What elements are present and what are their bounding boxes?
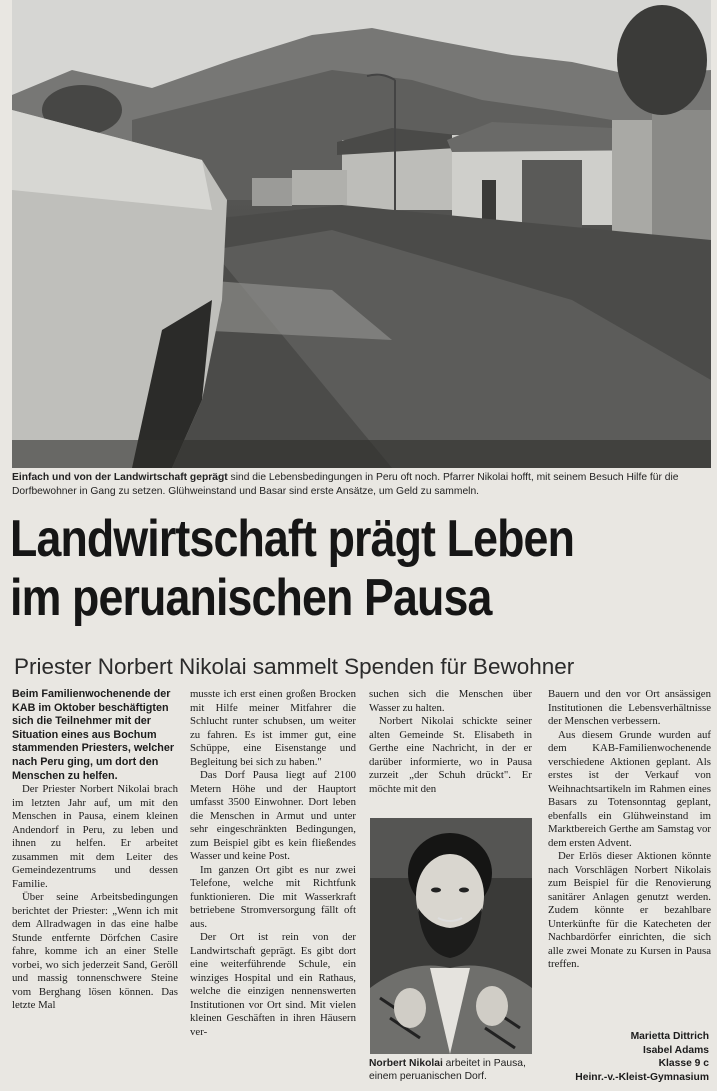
paragraph: Im ganzen Ort gibt es nur zwei Telefone, welche mit Richtfunk funktionieren. Die mit Wasserkraft betriebene Stromversorgung fällt oft aus. xyxy=(190,863,356,930)
headline xyxy=(10,510,715,628)
headline-line-1: Landwirtschaft prägt Leben xyxy=(10,510,575,568)
photo-caption xyxy=(12,471,712,499)
subheadline: Priester Norbert Nikolai sammelt Spenden für Bewohner xyxy=(14,654,575,679)
paragraph: suchen sich die Menschen über Wasser zu halten. xyxy=(369,688,532,714)
portrait-caption-bold: Norbert Nikolai xyxy=(369,1058,443,1069)
paragraph: Norbert Nikolai schickte seiner alten Gemeinde St. Elisabeth in Gerthe eine Nachricht, in der er darüber informierte, wo in Pausa zurzeit „der Schuh drückt". Er möchte mit den xyxy=(369,715,532,795)
portrait-caption-text: arbeitet in Pausa, einem peruanischen Dorf. xyxy=(369,1058,526,1082)
portrait-caption xyxy=(369,1057,539,1083)
article-column-4 xyxy=(548,688,711,972)
article-lead: Beim Familienwochenende der KAB im Oktober beschäftigten sich die Teilnehmer mit der Situation eines aus Bochum stammenden Priesters, welcher nach Peru ging, um dort den Menschen zu helfen. xyxy=(12,688,175,782)
photo-caption-text: sind die Lebensbedingungen in Peru oft noch. Pfarrer Nikolai hofft, mit seinem Besuch Hilfe für die Dorfbewohner in Gang zu setzen. Glühweinstand und Basar sind erste Ansätze, um Geld zu sammeln. xyxy=(12,472,679,497)
paragraph: musste ich erst einen großen Brocken mit Hilfe meiner Mitfahrer die Schlucht runter schubsen, um weiter zu fahren. Es ist immer gut, eine Schüppe, eine Eisenstange und Begleitung bei sich zu haben." xyxy=(190,688,356,768)
paragraph: Der Ort ist rein von der Landwirtschaft geprägt. Es gibt dort eine weiterführende Schule, ein winziges Hospital und ein Rathaus, welche die einzigen nennenswerten Institutionen vor Ort sind. Mit vielen kleinen Geschäften in ihren Häusern ver- xyxy=(190,931,356,1038)
portrait-photo xyxy=(370,818,532,1054)
street-photo xyxy=(12,0,711,468)
article-column-2 xyxy=(190,688,356,1039)
photo-caption-bold: Einfach und von der Landwirtschaft geprägt xyxy=(12,472,228,483)
paragraph: Aus diesem Grunde wurden auf dem KAB-Familienwochenende verschiedene Aktionen geplant. Als erstes ist der Verkauf von Weihnachtsartikeln im Rahmen eines Basars zu Totensonntag geplant, ebenfalls ein Glühweinstand im Marktbereich Gerthe am Samstag vor dem ersten Advent. xyxy=(548,728,711,849)
author-name: Marietta Dittrich xyxy=(630,1031,709,1042)
paragraph: Der Erlös dieser Aktionen könnte nach Vorschlägen Norbert Nikolais zum Beispiel für die Renovierung sanitärer Anlagen genutzt werden. Zudem könnte er bezahlbare Unterkünfte für die Katecheten der Nachbardörfer einrichten, die sich alle zwei Monate zu Kursen in Pausa treffen. xyxy=(548,850,711,970)
headline-line-2: im peruanischen Pausa xyxy=(10,569,492,627)
author-name: Isabel Adams xyxy=(642,1044,709,1056)
paragraph: Das Dorf Pausa liegt auf 2100 Metern Höhe und der Hauptort umfasst 3500 Einwohner. Dort leben die Menschen in Armut und unter sehr eingeschränkten Bedingungen, zum Beispiel gibt es kein fließendes Wasser und keine Post. xyxy=(190,769,356,862)
author-school: Heinr.-v.-Kleist-Gymnasium xyxy=(575,1071,709,1083)
article-column-1 xyxy=(12,688,178,1013)
paragraph: Bauern und den vor Ort ansässigen Institutionen die Lebensverhältnisse der Menschen verbessern. xyxy=(548,688,711,727)
author-class: Klasse 9 c xyxy=(658,1058,709,1070)
paragraph: Über seine Arbeitsbedingungen berichtet der Priester: „Wenn ich mit dem Allradwagen in das eine halbe Stunde entfernte Dörfchen Casire fahre, komme ich an einer Stelle vorbei, wo sich jederzeit Sand, Geröll und massig tonnenschwere Steine vom Berghang lösen können. Das letzte Mal xyxy=(12,891,178,1012)
article-column-3 xyxy=(369,688,532,796)
author-byline xyxy=(575,1030,709,1084)
paragraph: Der Priester Norbert Nikolai brach im letzten Jahr auf, um mit den Menschen in Pausa, einem kleinen Andendorf in Peru, zu leben und ihnen zu helfen. Er arbeitet zusammen mit dem Leiter des Gemeindezentrums und dessen Familie. xyxy=(12,783,178,890)
